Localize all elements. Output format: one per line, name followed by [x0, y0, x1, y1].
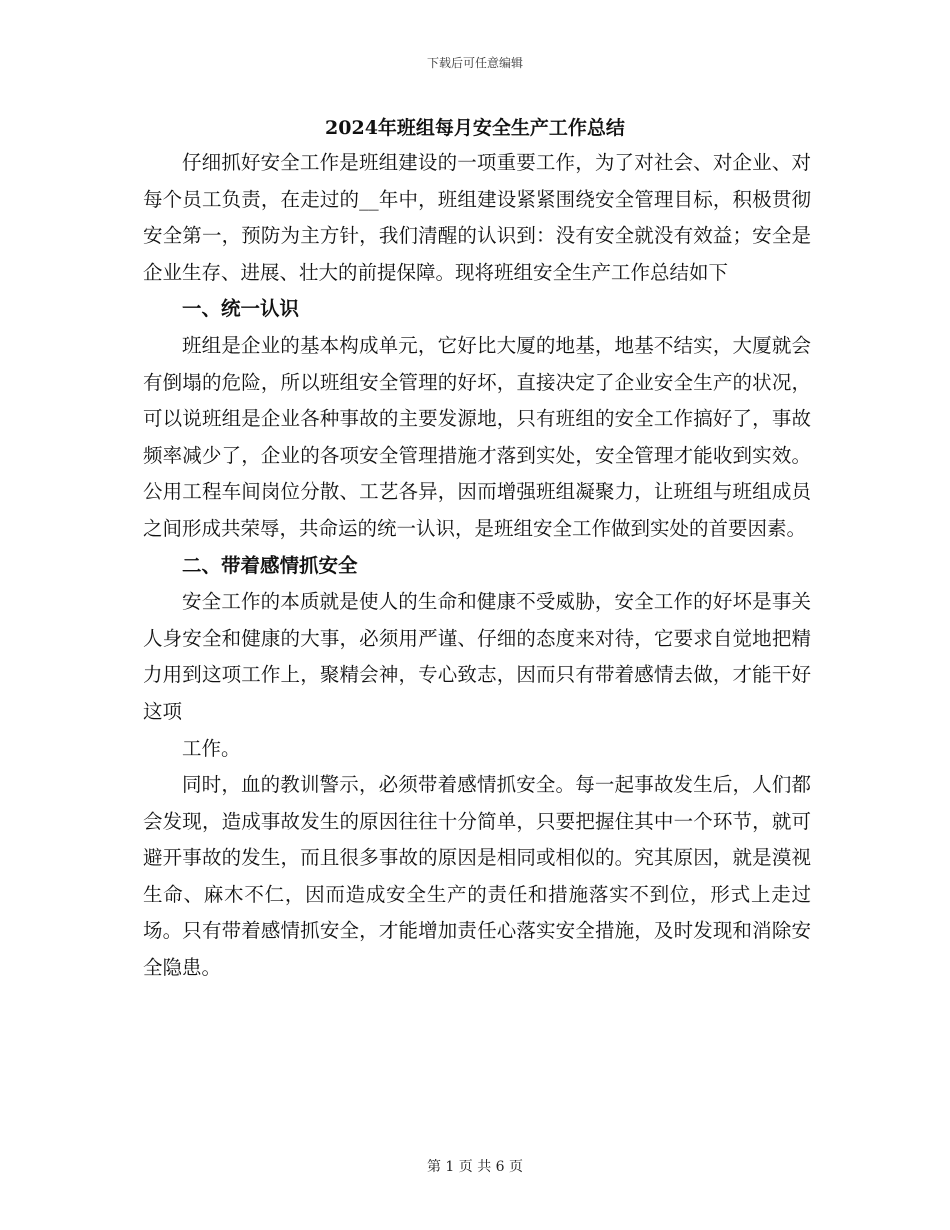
header-note: 下载后可任意编辑: [426, 56, 523, 70]
document-body: [143, 145, 811, 987]
section-2-paragraph-3: 同时，血的教训警示，必须带着感情抓安全。每一起事故发生后，人们都会发现，造成事故发生的原因往往十分简单，只要把握住其中一个环节，就可避开事故的发生，而且很多事故的原因是相同或相似的。究其原因，就是漠视生命、麻木不仁，因而造成安全生产的责任和措施落实不到位，形式上走过场。只有带着感情抓安全，才能增加责任心落实安全措施，及时发现和消除安全隐患。: [143, 773, 811, 980]
section-2-paragraph-2: 工作。: [182, 736, 241, 760]
page-footer: 第 1 页 共 6 页: [426, 1159, 524, 1175]
section-2-heading: 二、带着感情抓安全: [182, 553, 358, 577]
document-title: 2024年班组每月安全生产工作总结: [325, 117, 625, 139]
section-2-paragraph-1: 安全工作的本质就是使人的生命和健康不受威胁，安全工作的好坏是事关人身安全和健康的大事，必须用严谨、仔细的态度来对待，它要求自觉地把精力用到这项工作上，聚精会神，专心致志，因而只有带着感情去做，才能干好这项: [143, 590, 811, 723]
section-1-heading: 一、统一认识: [182, 297, 300, 321]
section-1-paragraph: 班组是企业的基本构成单元，它好比大厦的地基，地基不结实，大厦就会有倒塌的危险，所以班组安全管理的好坏，直接决定了企业安全生产的状况，可以说班组是企业各种事故的主要发源地，只有班组的安全工作搞好了，事故频率减少了，企业的各项安全管理措施才落到实处，安全管理才能收到实效。公用工程车间岗位分散、工艺各异，因而增强班组凝聚力，让班组与班组成员之间形成共荣辱，共命运的统一认识，是班组安全工作做到实处的首要因素。: [143, 333, 811, 540]
intro-paragraph: 仔细抓好安全工作是班组建设的一项重要工作，为了对社会、对企业、对每个员工负责，在走过的__年中，班组建设紧紧围绕安全管理目标，积极贯彻安全第一，预防为主方针，我们清醒的认识到：没有安全就没有效益；安全是企业生存、进展、壮大的前提保障。现将班组安全生产工作总结如下: [143, 151, 811, 284]
